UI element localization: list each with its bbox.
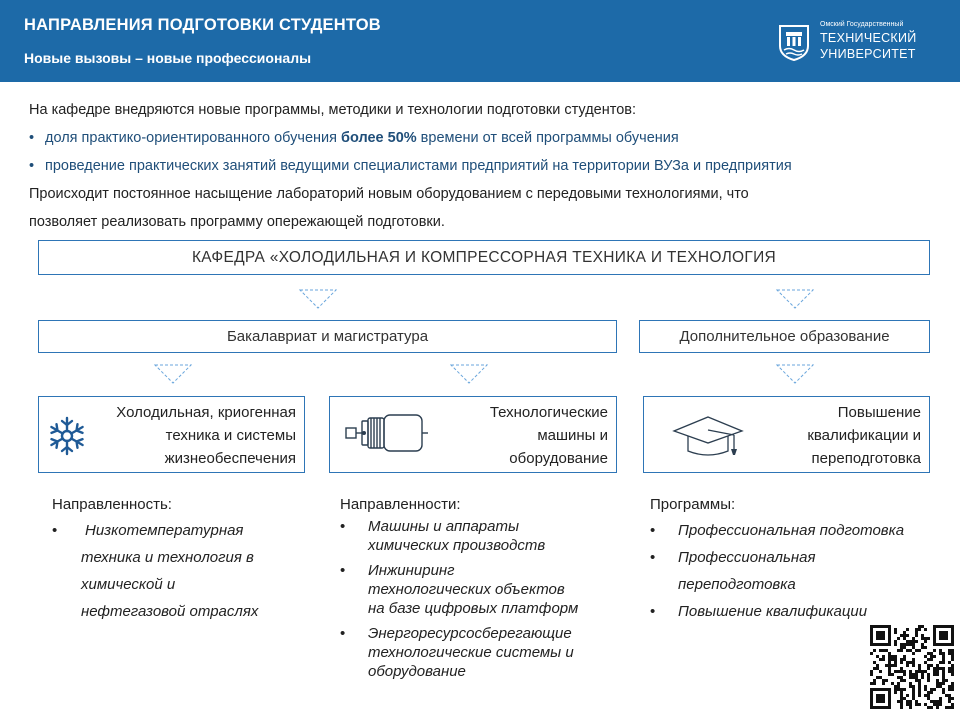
list-item: [340, 517, 620, 555]
bullet-mark: •: [340, 625, 346, 642]
column-refrigeration: [52, 496, 312, 625]
bullet-mark: •: [650, 549, 656, 566]
intro-bullet-1-text: доля практико-ориентированного обучения: [45, 130, 341, 146]
list-item: [52, 517, 312, 625]
intro-bullet-2-text: проведение практических занятий ведущими специалистами предприятий на территории ВУЗа и предприятия: [45, 158, 792, 174]
list-item-line: химических производств: [368, 537, 546, 554]
list-item-line: Инжиниринг: [368, 562, 455, 579]
column-heading: Программы:: [650, 496, 736, 513]
bullet-mark: •: [650, 522, 656, 539]
bullet-mark: •: [650, 603, 656, 620]
logo-line-2: ТЕХНИЧЕСКИЙ: [820, 31, 917, 45]
card-line: квалификации и: [807, 427, 921, 444]
arrow-down-icon: [776, 289, 814, 309]
qr-code-icon[interactable]: [870, 625, 954, 709]
intro-line-5: позволяет реализовать программу опережающей подготовки.: [29, 214, 445, 230]
university-emblem-icon: [776, 20, 812, 62]
bullet-mark: •: [52, 522, 58, 539]
list-item: [650, 517, 950, 544]
card-qualification-text: [807, 401, 921, 470]
intro-bullet-2: [29, 152, 949, 180]
list-item-line: Повышение квалификации: [678, 603, 868, 620]
list-item-line: на базе цифровых платформ: [368, 600, 579, 617]
logo-line-3: УНИВЕРСИТЕТ: [820, 47, 916, 61]
list-item-line: переподготовка: [678, 576, 796, 593]
intro-bullet-1: [29, 124, 949, 152]
list-item-line: Профессиональная подготовка: [678, 522, 905, 539]
intro-line-1: На кафедре внедряются новые программы, методики и технологии подготовки студентов:: [29, 102, 637, 118]
card-line: Холодильная, криогенная: [116, 404, 296, 421]
list-item: [650, 544, 950, 598]
card-line: Технологические: [489, 404, 608, 421]
arrow-down-icon: [776, 364, 814, 384]
card-line: Повышение: [837, 404, 921, 421]
list-item-line: технологические системы и: [368, 644, 574, 661]
page-title: НАПРАВЛЕНИЯ ПОДГОТОВКИ СТУДЕНТОВ: [24, 16, 381, 34]
card-refrigeration-text: [116, 401, 296, 470]
column-list: [650, 517, 950, 625]
column-heading: Направленность:: [52, 496, 172, 513]
intro-line-4: Происходит постоянное насыщение лабораторий новым оборудованием с передовыми технологиями, что: [29, 186, 749, 202]
page-subtitle: Новые вызовы – новые профессионалы: [24, 50, 312, 66]
intro-text: [29, 96, 949, 236]
header-bar: [0, 0, 960, 82]
intro-bullet-1-bold: более 50%: [341, 130, 417, 146]
bullet-mark: •: [29, 158, 35, 174]
card-refrigeration: [38, 396, 305, 473]
column-machines: [340, 496, 620, 687]
list-item-line: Машины и аппараты: [368, 518, 520, 535]
list-item-line: Профессиональная: [678, 549, 816, 566]
logo-line-1: Омский Государственный: [820, 21, 904, 28]
bullet-mark: •: [340, 562, 346, 579]
list-item-line: Энергоресурсосберегающие: [368, 625, 572, 642]
column-list: [52, 517, 312, 625]
snowflake-icon: [47, 416, 87, 456]
column-list: [340, 517, 620, 681]
card-line: оборудование: [509, 450, 608, 467]
list-item-line: техника и технология в: [81, 549, 254, 566]
list-item: [650, 598, 950, 625]
arrow-down-icon: [299, 289, 337, 309]
card-line: техника и системы: [165, 427, 296, 444]
list-item-line: оборудование: [368, 663, 466, 680]
column-programs: [650, 496, 950, 625]
list-item: [340, 561, 620, 618]
card-line: машины и: [537, 427, 608, 444]
card-machines-text: [490, 401, 608, 470]
bullet-mark: •: [340, 518, 346, 535]
arrow-down-icon: [154, 364, 192, 384]
card-machines: [329, 396, 617, 473]
list-item: [340, 624, 620, 681]
card-line: жизнеобеспечения: [164, 450, 296, 467]
card-line: переподготовка: [811, 450, 921, 467]
list-item-line: технологических объектов: [368, 581, 565, 598]
bachelor-master-box: Бакалавриат и магистратура: [38, 320, 617, 353]
department-box: КАФЕДРА «ХОЛОДИЛЬНАЯ И КОМПРЕССОРНАЯ ТЕХНИКА И ТЕХНОЛОГИЯ: [38, 240, 930, 275]
bullet-mark: •: [29, 130, 35, 146]
additional-education-box: Дополнительное образование: [639, 320, 930, 353]
card-qualification: [643, 396, 930, 473]
list-item-line: Низкотемпературная: [85, 522, 244, 539]
column-heading: Направленности:: [340, 496, 461, 513]
list-item-line: химической и: [81, 576, 176, 593]
intro-bullet-1-rest: времени от всей программы обучения: [416, 130, 679, 146]
university-logo: [776, 18, 946, 66]
graduation-cap-icon: [672, 411, 744, 459]
arrow-down-icon: [450, 364, 488, 384]
machine-icon: [344, 411, 430, 457]
list-item-line: нефтегазовой отраслях: [81, 603, 259, 620]
